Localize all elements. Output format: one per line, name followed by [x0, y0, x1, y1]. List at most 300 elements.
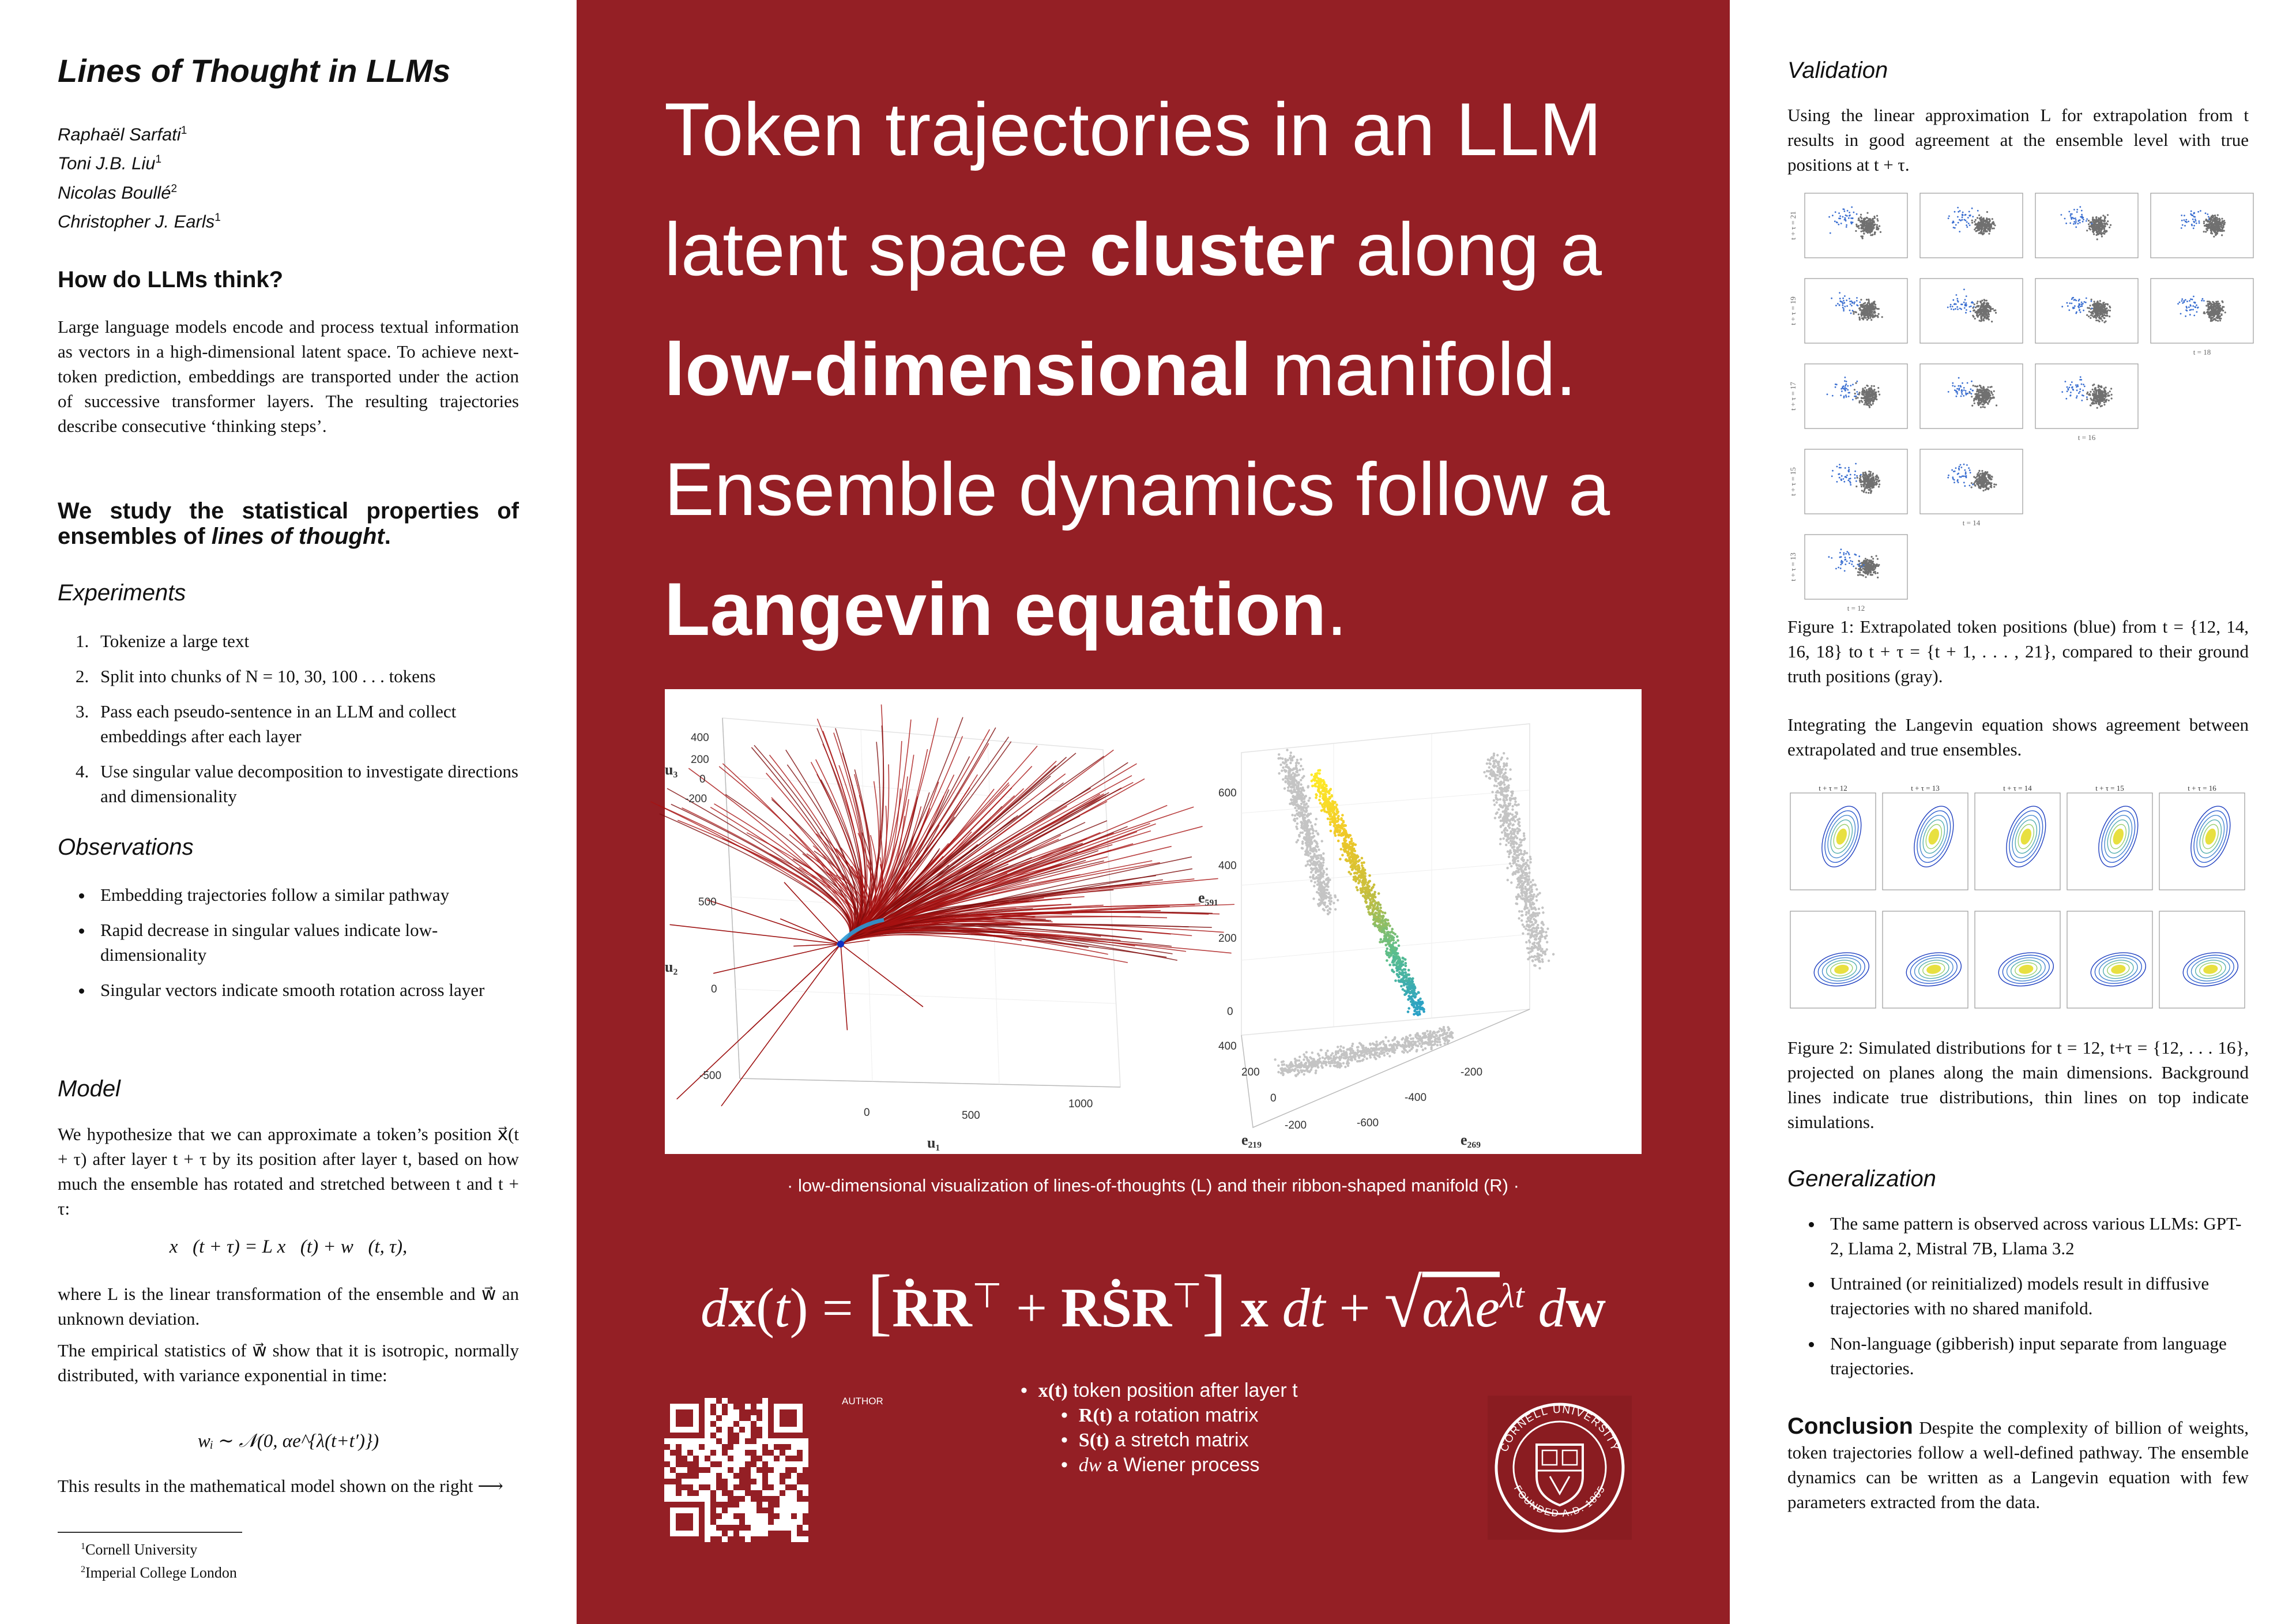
- fig1-gray-point: [1983, 230, 1985, 231]
- scatter-point: [1282, 778, 1284, 780]
- scatter-point: [1532, 903, 1534, 905]
- u3-tick: 200: [691, 754, 709, 766]
- scatter-point: [1399, 972, 1402, 975]
- scatter-point: [1526, 898, 1528, 900]
- scatter-point: [1443, 1042, 1446, 1044]
- fig1-blue-point: [1948, 217, 1949, 219]
- scatter-point: [1327, 896, 1330, 899]
- scatter-point: [1548, 960, 1550, 962]
- scatter-point: [1315, 841, 1318, 843]
- scatter-point: [1533, 943, 1535, 945]
- scatter-point: [1396, 973, 1399, 976]
- scatter-point: [1285, 1064, 1288, 1066]
- scatter-point: [1344, 1066, 1346, 1068]
- scatter-point: [1545, 931, 1547, 933]
- scatter-point: [1326, 905, 1328, 907]
- scatter-point: [1439, 1027, 1441, 1029]
- fig1-blue-point: [2194, 216, 2196, 218]
- scatter-point: [1407, 1007, 1410, 1010]
- fig1-gray-point: [1870, 231, 1872, 232]
- scatter-point: [1526, 947, 1529, 949]
- scatter-point: [1354, 868, 1357, 871]
- fig1-blue-point: [2190, 213, 2192, 215]
- scatter-point: [1518, 853, 1520, 855]
- scatter-point: [1397, 939, 1399, 942]
- fig1-blue-point: [1843, 302, 1845, 304]
- fig1-blue-point: [1852, 217, 1854, 219]
- fig1-gray-point: [1872, 220, 1873, 221]
- scatter-point: [1516, 856, 1519, 859]
- scatter-point: [1546, 927, 1549, 930]
- scatter-point: [1443, 1039, 1446, 1041]
- fig1-gray-point: [1862, 223, 1864, 224]
- scatter-point: [1315, 867, 1317, 869]
- scatter-point: [1420, 1037, 1422, 1040]
- fig1-gray-point: [1873, 300, 1875, 302]
- scatter-point: [1390, 946, 1392, 949]
- u3-tick: 0: [699, 773, 706, 785]
- fig1-gray-point: [1853, 313, 1854, 315]
- scatter-point: [1368, 1049, 1371, 1051]
- scatter-point: [1508, 851, 1511, 853]
- scatter-point: [1503, 762, 1505, 765]
- fig1-gray-point: [2088, 228, 2090, 230]
- u1-tick: 500: [962, 1110, 980, 1122]
- fig1-blue-point: [2083, 219, 2084, 220]
- scatter-point: [1305, 837, 1307, 839]
- fig1-gray-point: [2211, 222, 2212, 224]
- scatter-point: [1525, 913, 1527, 916]
- scatter-point: [1508, 819, 1511, 821]
- scatter-point: [1330, 788, 1333, 791]
- fig1-blue-point: [2195, 220, 2197, 222]
- scatter-point: [1379, 911, 1382, 913]
- scatter-point: [1424, 1032, 1426, 1034]
- scatter-point: [1320, 875, 1322, 877]
- fig1-gray-point: [1862, 311, 1864, 313]
- figure-1-svg: [1787, 193, 2260, 612]
- scatter-point: [1318, 848, 1320, 851]
- scatter-point: [1337, 840, 1340, 843]
- scatter-point: [1443, 1028, 1445, 1030]
- scatter-point: [1317, 1059, 1319, 1062]
- fig1-blue-point: [1966, 224, 1967, 226]
- scatter-point: [1520, 858, 1523, 860]
- fig1-blue-point: [2185, 219, 2187, 221]
- scatter-point: [1343, 845, 1346, 848]
- fig1-blue-point: [1838, 224, 1839, 225]
- scatter-point: [1298, 1056, 1301, 1058]
- scatter-point: [1501, 831, 1503, 833]
- scatter-point: [1506, 829, 1508, 832]
- scatter-point: [1303, 806, 1305, 809]
- scatter-point: [1348, 1048, 1350, 1051]
- fig1-gray-point: [2096, 238, 2098, 240]
- fig1-blue-point: [2184, 215, 2185, 216]
- scatter-point: [1306, 847, 1308, 849]
- cornell-seal-svg: [1488, 1396, 1632, 1540]
- fig1-gray-point: [2093, 234, 2095, 235]
- scatter-point: [1365, 1058, 1368, 1060]
- fig1-gray-point: [1871, 303, 1873, 304]
- fig1-blue-point: [2082, 217, 2083, 219]
- scatter-point: [1373, 1056, 1376, 1058]
- fig1-blue-point: [2079, 222, 2081, 224]
- scatter-point: [1422, 1048, 1424, 1051]
- scatter-point: [1373, 1049, 1376, 1051]
- scatter-point: [1347, 851, 1350, 854]
- scatter-point: [1509, 797, 1511, 799]
- scatter-point: [1309, 821, 1312, 824]
- fig1-gray-point: [1870, 314, 1872, 316]
- scatter-point: [1316, 891, 1318, 893]
- fig1-gray-point: [1981, 221, 1983, 223]
- scatter-point: [1539, 960, 1541, 963]
- scatter-point: [1527, 879, 1529, 882]
- fig1-blue-point: [1959, 231, 1960, 232]
- scatter-point: [1303, 1053, 1305, 1055]
- fig1-gray-point: [2217, 214, 2219, 216]
- fig1-blue-point: [1966, 221, 1968, 223]
- manifold-scatter: [1274, 749, 1554, 1077]
- scatter-point: [1383, 1054, 1386, 1057]
- scatter-point: [1346, 1062, 1348, 1065]
- fig1-gray-point: [2088, 223, 2090, 225]
- u3-axis-label: u₃: [665, 761, 678, 778]
- fig1-gray-point: [1864, 302, 1866, 304]
- scatter-point: [1300, 765, 1302, 767]
- scatter-point: [1282, 1061, 1285, 1063]
- fig1-gray-point: [1868, 308, 1869, 310]
- fig1-blue-point: [1859, 302, 1861, 303]
- fig1-gray-point: [2214, 227, 2216, 228]
- fig1-gray-point: [1858, 227, 1860, 229]
- scatter-point: [1523, 853, 1525, 855]
- fig1-gray-point: [1993, 227, 1995, 229]
- scatter-point: [1538, 967, 1541, 969]
- scatter-point: [1505, 807, 1507, 809]
- observation-item: • Embedding trajectories follow a similar pathway: [93, 882, 519, 907]
- scatter-point: [1290, 778, 1293, 780]
- fig1-gray-point: [1868, 223, 1870, 225]
- fig1-gray-point: [1872, 225, 1874, 227]
- fig1-blue-point: [2196, 223, 2197, 224]
- scatter-point: [1342, 1062, 1345, 1064]
- fig1-blue-point: [1830, 232, 1831, 234]
- scatter-point: [1499, 804, 1501, 806]
- scatter-point: [1290, 792, 1293, 794]
- scatter-point: [1296, 841, 1298, 843]
- scatter-point: [1503, 837, 1505, 840]
- scatter-point: [1373, 895, 1376, 898]
- scatter-point: [1294, 784, 1297, 786]
- scatter-point: [1309, 852, 1311, 855]
- fig1-blue-point: [1835, 211, 1836, 213]
- fig1-panel: [1805, 279, 1907, 343]
- scatter-point: [1524, 874, 1526, 876]
- scatter-point: [1334, 908, 1337, 911]
- scatter-point: [1508, 803, 1510, 805]
- fig1-gray-point: [1865, 314, 1867, 315]
- scatter-point: [1544, 953, 1546, 955]
- scatter-point: [1404, 968, 1407, 971]
- scatter-point: [1398, 1041, 1400, 1043]
- scatter-point: [1496, 785, 1498, 787]
- fig1-blue-point: [2185, 221, 2186, 223]
- fig1-blue-point: [1846, 226, 1847, 228]
- scatter-point: [1298, 1059, 1300, 1062]
- scatter-point: [1329, 894, 1331, 897]
- scatter-point: [1504, 768, 1507, 770]
- fig1-blue-point: [1839, 300, 1841, 302]
- scatter-point: [1520, 919, 1523, 922]
- scatter-point: [1291, 781, 1293, 784]
- scatter-point: [1313, 784, 1316, 787]
- fig1-gray-point: [1971, 220, 1973, 221]
- scatter-point: [1504, 772, 1507, 774]
- scatter-point: [1504, 804, 1507, 806]
- scatter-point: [1499, 815, 1501, 818]
- scatter-point: [1285, 781, 1287, 783]
- scatter-point: [1328, 911, 1331, 913]
- scatter-point: [1367, 905, 1369, 908]
- scatter-point: [1504, 775, 1507, 777]
- fig1-gray-point: [2092, 217, 2094, 219]
- scatter-point: [1419, 998, 1422, 1001]
- scatter-point: [1330, 900, 1333, 903]
- fig1-gray-point: [2215, 222, 2216, 224]
- scatter-point: [1317, 870, 1319, 873]
- scatter-point: [1317, 833, 1319, 836]
- scatter-point: [1518, 825, 1520, 827]
- fig1-gray-point: [1878, 313, 1880, 315]
- scatter-point: [1401, 969, 1404, 972]
- scatter-point: [1368, 894, 1371, 897]
- fig1-blue-point: [2075, 221, 2077, 223]
- scatter-point: [1277, 1065, 1279, 1067]
- fig1-blue-point: [1852, 221, 1854, 223]
- scatter-point: [1289, 757, 1291, 760]
- headline: Token trajectories in an LLM latent space cluster along a low-dimensional manifold. Ensemble dynamics follow a Langevin equation.: [664, 87, 1610, 651]
- fig1-gray-point: [1975, 223, 1977, 225]
- fig1-blue-point: [1839, 215, 1841, 217]
- fig1-gray-point: [2212, 215, 2214, 216]
- scatter-point: [1515, 841, 1517, 844]
- scatter-point: [1354, 871, 1357, 874]
- scatter-point: [1306, 827, 1308, 829]
- scatter-point: [1519, 895, 1521, 897]
- fig1-gray-point: [1861, 305, 1863, 307]
- scatter-point: [1354, 849, 1357, 852]
- scatter-point: [1519, 881, 1522, 884]
- scatter-point: [1405, 973, 1408, 976]
- scatter-point: [1524, 880, 1526, 882]
- fig1-gray-point: [1984, 226, 1986, 228]
- scatter-point: [1325, 1052, 1327, 1054]
- scatter-point: [1290, 786, 1292, 788]
- scatter-point: [1488, 766, 1490, 769]
- fig1-gray-point: [2107, 220, 2109, 222]
- fig1-panel: [1920, 279, 2023, 343]
- fig1-gray-point: [1879, 225, 1880, 227]
- observation-item: • Singular vectors indicate smooth rotation across layer: [93, 978, 519, 1002]
- e591-axis-label: e₅₉₁: [1198, 889, 1218, 906]
- scatter-point: [1505, 839, 1508, 841]
- scatter-point: [1301, 832, 1304, 834]
- scatter-point: [1335, 1053, 1337, 1055]
- fig1-blue-point: [2197, 211, 2199, 213]
- scatter-point: [1510, 844, 1512, 847]
- scatter-point: [1384, 1036, 1387, 1039]
- fig1-blue-point: [2079, 219, 2081, 221]
- scatter-point: [1422, 1032, 1424, 1035]
- fig1-blue-point: [1845, 215, 1847, 216]
- fig1-blue-point: [2071, 218, 2072, 220]
- scatter-point: [1489, 759, 1491, 761]
- scatter-point: [1287, 790, 1289, 792]
- scatter-point: [1541, 960, 1544, 963]
- fig1-gray-point: [2219, 218, 2220, 220]
- scatter-point: [1511, 809, 1514, 811]
- equation-text: dx(t) = [ṘR⊤ + RṠR⊤] x dt + √αλe$^{\lambda t}$ dw: [701, 1260, 1606, 1343]
- fig1-gray-point: [1977, 217, 1978, 219]
- fig1-gray-point: [2207, 228, 2208, 230]
- fig1-gray-point: [1870, 224, 1872, 226]
- fig1-panel: [1805, 193, 1907, 258]
- scatter-point: [1333, 802, 1336, 805]
- fig1-blue-point: [1838, 217, 1840, 219]
- scatter-point: [1359, 1050, 1361, 1052]
- scatter-point: [1360, 892, 1362, 894]
- fig1-blue-point: [1969, 224, 1971, 226]
- fig1-gray-point: [1866, 217, 1868, 219]
- fig1-blue-point: [2188, 221, 2189, 223]
- fig1-gray-point: [1985, 228, 1986, 230]
- scatter-point: [1361, 879, 1364, 882]
- scatter-point: [1525, 892, 1527, 894]
- scatter-point: [1298, 835, 1301, 837]
- scatter-point: [1525, 869, 1527, 871]
- fig1-blue-point: [1849, 300, 1851, 302]
- scatter-point: [1546, 941, 1548, 943]
- scatter-point: [1383, 935, 1386, 938]
- scatter-point: [1302, 788, 1304, 790]
- scatter-point: [1526, 859, 1529, 862]
- fig1-blue-point: [1850, 221, 1852, 223]
- fig1-gray-point: [2100, 231, 2102, 232]
- fig1-blue-point: [1962, 215, 1963, 216]
- scatter-point: [1297, 773, 1300, 776]
- scatter-point: [1441, 1033, 1444, 1035]
- fig1-gray-point: [2221, 218, 2223, 220]
- scatter-point: [1392, 956, 1395, 958]
- scatter-point: [1524, 863, 1526, 865]
- scatter-point: [1421, 1001, 1424, 1003]
- scatter-point: [1521, 894, 1523, 897]
- fig1-blue-point: [1842, 298, 1844, 299]
- scatter-point: [1396, 935, 1399, 938]
- fig1-blue-point: [1850, 303, 1851, 305]
- scatter-point: [1350, 1048, 1353, 1050]
- scatter-point: [1529, 901, 1531, 904]
- fig1-blue-point: [1849, 298, 1850, 299]
- scatter-point: [1486, 762, 1488, 765]
- scatter-point: [1321, 804, 1324, 807]
- outlier-trajectory: [841, 944, 847, 1030]
- scatter-point: [1356, 889, 1359, 892]
- scatter-point: [1497, 764, 1499, 766]
- scatter-point: [1327, 808, 1330, 811]
- footnotes: [81, 1537, 237, 1582]
- scatter-point: [1376, 1044, 1379, 1046]
- scatter-point: [1315, 830, 1317, 832]
- fig1-blue-point: [1967, 217, 1969, 219]
- scatter-point: [1353, 1052, 1356, 1054]
- scatter-point: [1534, 915, 1537, 918]
- scatter-point: [1319, 1057, 1321, 1059]
- scatter-point: [1521, 870, 1523, 872]
- fig1-gray-point: [2109, 227, 2110, 228]
- scatter-point: [1311, 825, 1313, 828]
- fig1-blue-point: [1850, 217, 1852, 219]
- fig1-gray-point: [1875, 304, 1876, 306]
- scatter-point: [1510, 865, 1512, 867]
- qr-code[interactable]: [664, 1398, 808, 1542]
- scatter-point: [1312, 868, 1314, 870]
- scatter-point: [1500, 790, 1503, 792]
- fig1-blue-point: [2192, 215, 2193, 216]
- scatter-point: [1361, 1046, 1364, 1048]
- scatter-point: [1323, 795, 1326, 798]
- scatter-point: [1538, 908, 1540, 910]
- scatter-point: [1375, 907, 1378, 910]
- fig1-gray-point: [1858, 314, 1860, 315]
- fig1-gray-point: [1877, 220, 1879, 221]
- scatter-point: [1307, 1070, 1309, 1072]
- scatter-point: [1527, 865, 1529, 867]
- fig1-blue-point: [2073, 218, 2075, 220]
- scatter-point: [1542, 950, 1545, 953]
- fig1-blue-point: [2193, 221, 2195, 223]
- fig1-gray-point: [1869, 304, 1870, 306]
- fig1-gray-point: [1854, 311, 1856, 313]
- fig1-blue-point: [2075, 217, 2076, 219]
- scatter-point: [1519, 839, 1521, 841]
- fig1-gray-point: [1861, 227, 1862, 228]
- scatter-point: [1417, 1045, 1419, 1047]
- scatter-point: [1362, 886, 1365, 889]
- scatter-point: [1534, 884, 1536, 886]
- fig1-blue-point: [1965, 214, 1967, 216]
- fig1-blue-point: [1960, 220, 1962, 221]
- scatter-point: [1323, 782, 1326, 785]
- scatter-point: [1535, 899, 1538, 901]
- scatter-point: [1360, 1054, 1362, 1057]
- scatter-point: [1372, 1054, 1375, 1056]
- scatter-point: [1294, 1060, 1297, 1062]
- fig1-gray-point: [1992, 218, 1993, 220]
- scatter-point: [1417, 1037, 1420, 1040]
- scatter-point: [1405, 1039, 1407, 1041]
- scatter-point: [1335, 830, 1338, 833]
- scatter-point: [1373, 922, 1376, 924]
- fig1-gray-point: [2204, 225, 2205, 227]
- fig1-gray-point: [1983, 232, 1985, 234]
- scatter-point: [1534, 934, 1536, 936]
- scatter-point: [1391, 969, 1394, 972]
- fig1-gray-point: [2207, 221, 2209, 223]
- scatter-point: [1515, 850, 1518, 852]
